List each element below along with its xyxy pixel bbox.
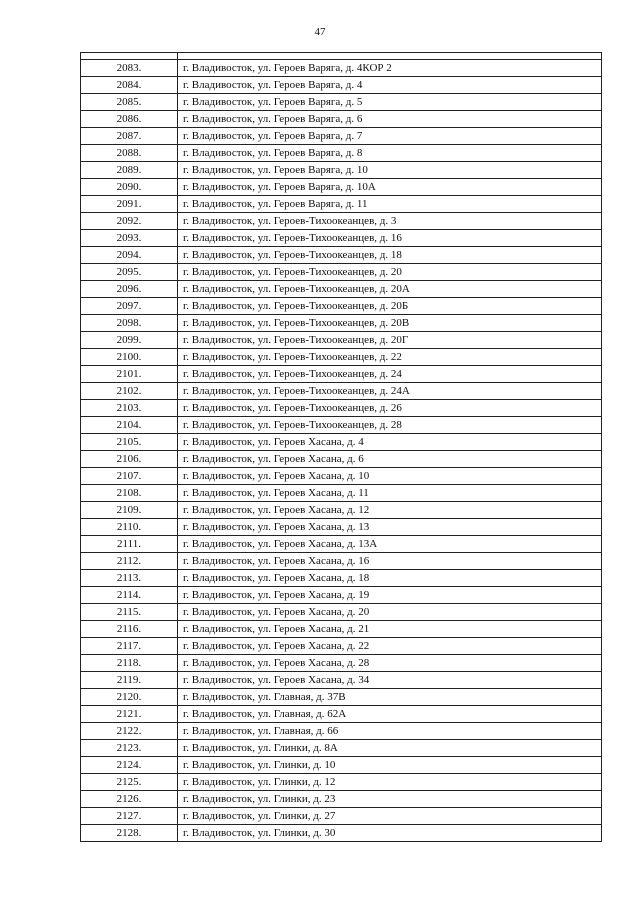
row-number-cell: 2127. <box>81 808 178 825</box>
table-row <box>81 757 602 774</box>
row-number-cell: 2100. <box>81 349 178 366</box>
address-cell: г. Владивосток, ул. Героев-Тихоокеанцев, д. 20А <box>178 281 602 298</box>
row-number-cell: 2110. <box>81 519 178 536</box>
address-cell: г. Владивосток, ул. Героев Варяга, д. 4 <box>178 77 602 94</box>
table-row <box>81 94 602 111</box>
table-row <box>81 791 602 808</box>
row-number-cell: 2096. <box>81 281 178 298</box>
row-number-cell: 2128. <box>81 825 178 842</box>
row-number-cell: 2103. <box>81 400 178 417</box>
table-row <box>81 689 602 706</box>
address-cell: г. Владивосток, ул. Героев Варяга, д. 10А <box>178 179 602 196</box>
table-row <box>81 519 602 536</box>
address-cell: г. Владивосток, ул. Героев Хасана, д. 34 <box>178 672 602 689</box>
address-cell: г. Владивосток, ул. Главная, д. 37В <box>178 689 602 706</box>
address-cell: г. Владивосток, ул. Героев Хасана, д. 18 <box>178 570 602 587</box>
address-cell: г. Владивосток, ул. Героев Хасана, д. 19 <box>178 587 602 604</box>
row-number-cell: 2098. <box>81 315 178 332</box>
address-cell: г. Владивосток, ул. Героев Варяга, д. 11 <box>178 196 602 213</box>
table-row <box>81 706 602 723</box>
table-row <box>81 196 602 213</box>
table-row <box>81 553 602 570</box>
table-row <box>81 468 602 485</box>
row-number-cell: 2113. <box>81 570 178 587</box>
row-number-cell: 2114. <box>81 587 178 604</box>
row-number-cell: 2086. <box>81 111 178 128</box>
address-cell: г. Владивосток, ул. Главная, д. 66 <box>178 723 602 740</box>
table-row <box>81 774 602 791</box>
table-row <box>81 672 602 689</box>
table-row <box>81 808 602 825</box>
address-cell: г. Владивосток, ул. Героев-Тихоокеанцев, д. 20Б <box>178 298 602 315</box>
address-cell: г. Владивосток, ул. Главная, д. 62А <box>178 706 602 723</box>
row-number-cell: 2094. <box>81 247 178 264</box>
address-cell: г. Владивосток, ул. Героев-Тихоокеанцев, д. 20В <box>178 315 602 332</box>
address-cell: г. Владивосток, ул. Глинки, д. 10 <box>178 757 602 774</box>
address-cell: г. Владивосток, ул. Героев Хасана, д. 6 <box>178 451 602 468</box>
table-row <box>81 213 602 230</box>
row-number-cell: 2124. <box>81 757 178 774</box>
table-row <box>81 587 602 604</box>
table-row <box>81 451 602 468</box>
address-cell: г. Владивосток, ул. Героев-Тихоокеанцев, д. 16 <box>178 230 602 247</box>
table-row <box>81 366 602 383</box>
table-row <box>81 145 602 162</box>
table-row <box>81 77 602 94</box>
address-cell: г. Владивосток, ул. Героев-Тихоокеанцев, д. 20 <box>178 264 602 281</box>
address-cell: г. Владивосток, ул. Героев Хасана, д. 21 <box>178 621 602 638</box>
row-number-cell: 2120. <box>81 689 178 706</box>
row-number-cell: 2116. <box>81 621 178 638</box>
table-row <box>81 230 602 247</box>
row-number-cell: 2117. <box>81 638 178 655</box>
address-cell: г. Владивосток, ул. Глинки, д. 23 <box>178 791 602 808</box>
page-number: 47 <box>314 26 326 38</box>
row-number-cell: 2092. <box>81 213 178 230</box>
row-number-cell: 2093. <box>81 230 178 247</box>
address-cell: г. Владивосток, ул. Героев Хасана, д. 16 <box>178 553 602 570</box>
row-number-cell: 2118. <box>81 655 178 672</box>
table-row <box>81 315 602 332</box>
table-row <box>81 570 602 587</box>
table-row <box>81 536 602 553</box>
table-row <box>81 349 602 366</box>
address-cell: г. Владивосток, ул. Героев Варяга, д. 5 <box>178 94 602 111</box>
address-cell: г. Владивосток, ул. Героев Хасана, д. 12 <box>178 502 602 519</box>
table-row <box>81 723 602 740</box>
address-cell: г. Владивосток, ул. Героев Варяга, д. 4КОР 2 <box>178 60 602 77</box>
address-cell: г. Владивосток, ул. Героев Хасана, д. 4 <box>178 434 602 451</box>
row-number-cell: 2104. <box>81 417 178 434</box>
row-number-cell: 2125. <box>81 774 178 791</box>
table-row <box>81 434 602 451</box>
row-number-cell: 2101. <box>81 366 178 383</box>
table-row <box>81 502 602 519</box>
address-cell: г. Владивосток, ул. Героев Хасана, д. 13А <box>178 536 602 553</box>
row-number-cell: 2095. <box>81 264 178 281</box>
address-cell: г. Владивосток, ул. Героев-Тихоокеанцев, д. 26 <box>178 400 602 417</box>
address-cell: г. Владивосток, ул. Героев Варяга, д. 6 <box>178 111 602 128</box>
address-cell: г. Владивосток, ул. Героев Хасана, д. 22 <box>178 638 602 655</box>
table-row <box>81 264 602 281</box>
table-row <box>81 281 602 298</box>
row-number-cell: 2121. <box>81 706 178 723</box>
row-number-cell: 2119. <box>81 672 178 689</box>
table-row <box>81 417 602 434</box>
row-number-cell: 2085. <box>81 94 178 111</box>
row-number-cell: 2097. <box>81 298 178 315</box>
address-cell: г. Владивосток, ул. Героев-Тихоокеанцев, д. 18 <box>178 247 602 264</box>
row-number-cell: 2126. <box>81 791 178 808</box>
address-cell: г. Владивосток, ул. Героев-Тихоокеанцев, д. 24 <box>178 366 602 383</box>
spacer-cell <box>178 53 602 60</box>
address-cell: г. Владивосток, ул. Героев Варяга, д. 10 <box>178 162 602 179</box>
address-cell: г. Владивосток, ул. Героев Хасана, д. 11 <box>178 485 602 502</box>
table-row <box>81 638 602 655</box>
row-number-cell: 2115. <box>81 604 178 621</box>
row-number-cell: 2105. <box>81 434 178 451</box>
address-cell: г. Владивосток, ул. Героев-Тихоокеанцев, д. 22 <box>178 349 602 366</box>
address-cell: г. Владивосток, ул. Глинки, д. 27 <box>178 808 602 825</box>
row-number-cell: 2083. <box>81 60 178 77</box>
address-cell: г. Владивосток, ул. Героев Варяга, д. 8 <box>178 145 602 162</box>
address-cell: г. Владивосток, ул. Героев Варяга, д. 7 <box>178 128 602 145</box>
row-number-cell: 2090. <box>81 179 178 196</box>
row-number-cell: 2084. <box>81 77 178 94</box>
table-row <box>81 60 602 77</box>
address-cell: г. Владивосток, ул. Глинки, д. 8А <box>178 740 602 757</box>
row-number-cell: 2109. <box>81 502 178 519</box>
table-row <box>81 740 602 757</box>
row-number-cell: 2089. <box>81 162 178 179</box>
table-row <box>81 655 602 672</box>
table-row <box>81 111 602 128</box>
row-number-cell: 2122. <box>81 723 178 740</box>
row-number-cell: 2107. <box>81 468 178 485</box>
table-row <box>81 128 602 145</box>
row-number-cell: 2102. <box>81 383 178 400</box>
address-cell: г. Владивосток, ул. Героев Хасана, д. 28 <box>178 655 602 672</box>
address-cell: г. Владивосток, ул. Героев-Тихоокеанцев, д. 28 <box>178 417 602 434</box>
table-row <box>81 247 602 264</box>
table-row <box>81 332 602 349</box>
table-row <box>81 485 602 502</box>
table-row <box>81 400 602 417</box>
address-cell: г. Владивосток, ул. Героев-Тихоокеанцев, д. 24А <box>178 383 602 400</box>
table-row <box>81 621 602 638</box>
spacer-cell <box>81 53 178 60</box>
address-cell: г. Владивосток, ул. Глинки, д. 12 <box>178 774 602 791</box>
row-number-cell: 2108. <box>81 485 178 502</box>
row-number-cell: 2111. <box>81 536 178 553</box>
table-row <box>81 179 602 196</box>
address-cell: г. Владивосток, ул. Героев-Тихоокеанцев, д. 3 <box>178 213 602 230</box>
address-cell: г. Владивосток, ул. Героев Хасана, д. 10 <box>178 468 602 485</box>
address-cell: г. Владивосток, ул. Героев Хасана, д. 13 <box>178 519 602 536</box>
address-cell: г. Владивосток, ул. Глинки, д. 30 <box>178 825 602 842</box>
row-number-cell: 2091. <box>81 196 178 213</box>
row-number-cell: 2088. <box>81 145 178 162</box>
row-number-cell: 2123. <box>81 740 178 757</box>
table-row <box>81 298 602 315</box>
address-cell: г. Владивосток, ул. Героев-Тихоокеанцев, д. 20Г <box>178 332 602 349</box>
row-number-cell: 2087. <box>81 128 178 145</box>
row-number-cell: 2099. <box>81 332 178 349</box>
address-table-body <box>81 53 602 842</box>
row-number-cell: 2112. <box>81 553 178 570</box>
address-table <box>80 52 602 842</box>
address-cell: г. Владивосток, ул. Героев Хасана, д. 20 <box>178 604 602 621</box>
table-row <box>81 162 602 179</box>
table-row <box>81 604 602 621</box>
table-row <box>81 825 602 842</box>
table-top-spacer-row <box>81 53 602 60</box>
row-number-cell: 2106. <box>81 451 178 468</box>
table-row <box>81 383 602 400</box>
